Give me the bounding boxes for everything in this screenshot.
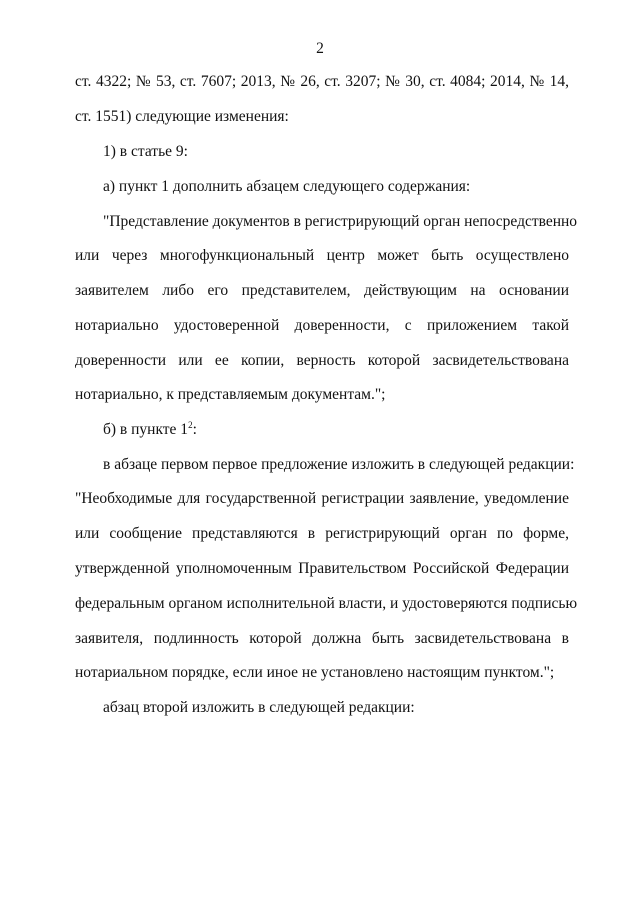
superscript: 2 [188,420,193,430]
subitem-text: б) в пункте 1 [103,421,189,438]
text-line: абзац второй изложить в следующей редакции: [103,699,415,716]
text-line: заявителем либо его представителем, действующим на основании [75,282,569,299]
text-line: а) пункт 1 дополнить абзацем следующего содержания: [103,178,471,195]
text-line: "Представление документов в регистрирующий орган непосредственно [103,213,578,230]
page-number: 2 [316,40,324,57]
text-line: утвержденной уполномоченным Правительством Российской Федерации [75,560,569,577]
subitem-colon: : [192,421,197,438]
text-line: заявителя, подлинность которой должна быть засвидетельствована в [75,630,569,647]
text-line: или через многофункциональный центр может быть осуществлено [75,247,569,264]
text-line: нотариально удостоверенной доверенности, с приложением такой [75,317,569,334]
text-line: нотариальном порядке, если иное не установлено настоящим пунктом."; [75,664,555,681]
text-line: федеральным органом исполнительной власти, и удостоверяются подписью [75,595,578,612]
text-line: в абзаце первом первое предложение изложить в следующей редакции: [103,456,575,473]
text-line: или сообщение представляются в регистрирующий орган по форме, [75,525,569,542]
text-line: доверенности или ее копии, верность которой засвидетельствована [75,352,569,369]
subitem-line [103,420,597,440]
text-line: нотариально, к представляемым документам."; [75,386,386,403]
text-line: 1) в статье 9: [103,143,188,160]
text-line: "Необходимые для государственной регистрации заявление, уведомление [75,490,569,507]
text-line: ст. 1551) следующие изменения: [75,108,289,125]
text-line: ст. 4322; № 53, ст. 7607; 2013, № 26, ст. 3207; № 30, ст. 4084; 2014, № 14, [75,73,569,90]
